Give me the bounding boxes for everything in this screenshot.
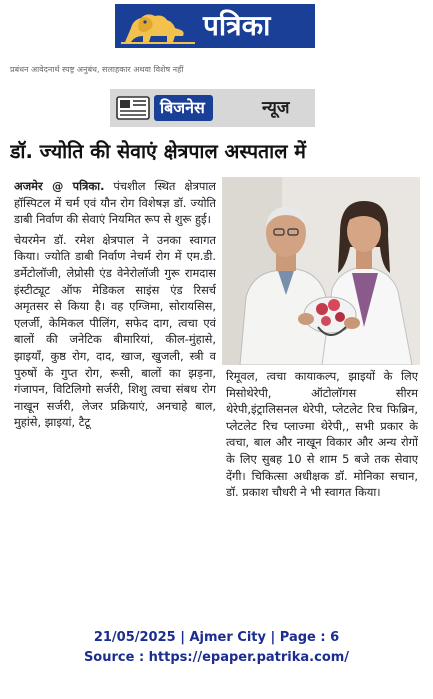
article-body-right-column bbox=[226, 368, 418, 590]
newspaper-icon bbox=[116, 96, 150, 120]
article-body-right: रिमूवल, त्वचा कायाकल्प, झाइयों के लिए मिसोथेरेपी, ऑटोलॉगस सीरम थेरेपी,इंट्रालिसनल थेरेपी, प्लेटलेट रिच फिब्रिन, प्लेटलेट रिच प्लाज्मा थेरेपी,, सभी प्रकार के त्वचा, बाल और नाखून विकार और अन्य रोगों के लिए सुबह 10 से शाम 5 बजे तक सेवाए देंगी। चिकित्सा अधीक्षक डॉ. मोनिका सचान, डॉ. प्रकाश चौधरी ने भी स्वागत किया। bbox=[226, 369, 418, 500]
masthead bbox=[115, 4, 315, 48]
dateline: अजमेर @ पत्रिका. bbox=[14, 179, 105, 193]
photo-illustration bbox=[222, 177, 420, 365]
logo-text: पत्रिका bbox=[203, 9, 271, 42]
article-photo bbox=[222, 177, 420, 365]
section-banner bbox=[110, 89, 315, 127]
article-body-left: चेयरमेन डॉ. रमेश क्षेत्रपाल ने उनका स्वागत किया। ज्योति डाबी निर्वाण नेचर्म रोग में एम.डी. डर्मेटोलॉजी, लेप्रोसी एंड वेनेरोलॉजी गुरू रामदास इंस्टीट्यूट ऑफ मेडिकल साइंस एंड रिसर्च अमृतसर से किया है। वह एग्जिमा, सोरायसिस, एलर्जी, केमिकल पीलिंग, सफेद दाग, त्वचा एवं बालों की जनेटिक बीमारियां, कील-मुंहासे, झाइयाँ, कुष्ठ रोग, दाद, खाज, खुजली, स्त्री व पुरुषों के गुप्त रोग, रूसी, बालों का झड़ना, गंजापन, विटिलिगो सर्जरी, शिशु त्वचा संबध रोग नाखून सर्जरी, लेजर प्रक्रियाएं, अनचाहे बाल, मुहांसे, झाइयां, टैटू bbox=[14, 232, 216, 430]
footer-source-link[interactable]: Source : https://epaper.patrika.com/ bbox=[83, 650, 350, 665]
cut-off-text-line: प्रबंधन आवेदनार्थ स्पष्ट्र अनुबंध, सलाहकार अथवा विशेष नहीं bbox=[10, 65, 184, 74]
section-label-secondary: न्यूज bbox=[262, 98, 290, 118]
section-label-primary: बिजनेस bbox=[154, 95, 213, 121]
article-lead: पंचशील स्थित क्षेत्रपाल हॉस्पिटल में चर्म एवं यौन रोग विशेषज्ञ डॉ. ज्योति डाबी निर्वाण की सेवाएं नियमित रूप से शुरू हुई। bbox=[14, 179, 216, 227]
lion-emblem-icon bbox=[121, 8, 195, 44]
article-body-left-column bbox=[14, 178, 216, 590]
article-headline: डॉ. ज्योति की सेवाएं क्षेत्रपाल अस्पताल में bbox=[10, 140, 306, 163]
footer-publication-info: 21/05/2025 | Ajmer City | Page : 6 bbox=[93, 630, 340, 645]
